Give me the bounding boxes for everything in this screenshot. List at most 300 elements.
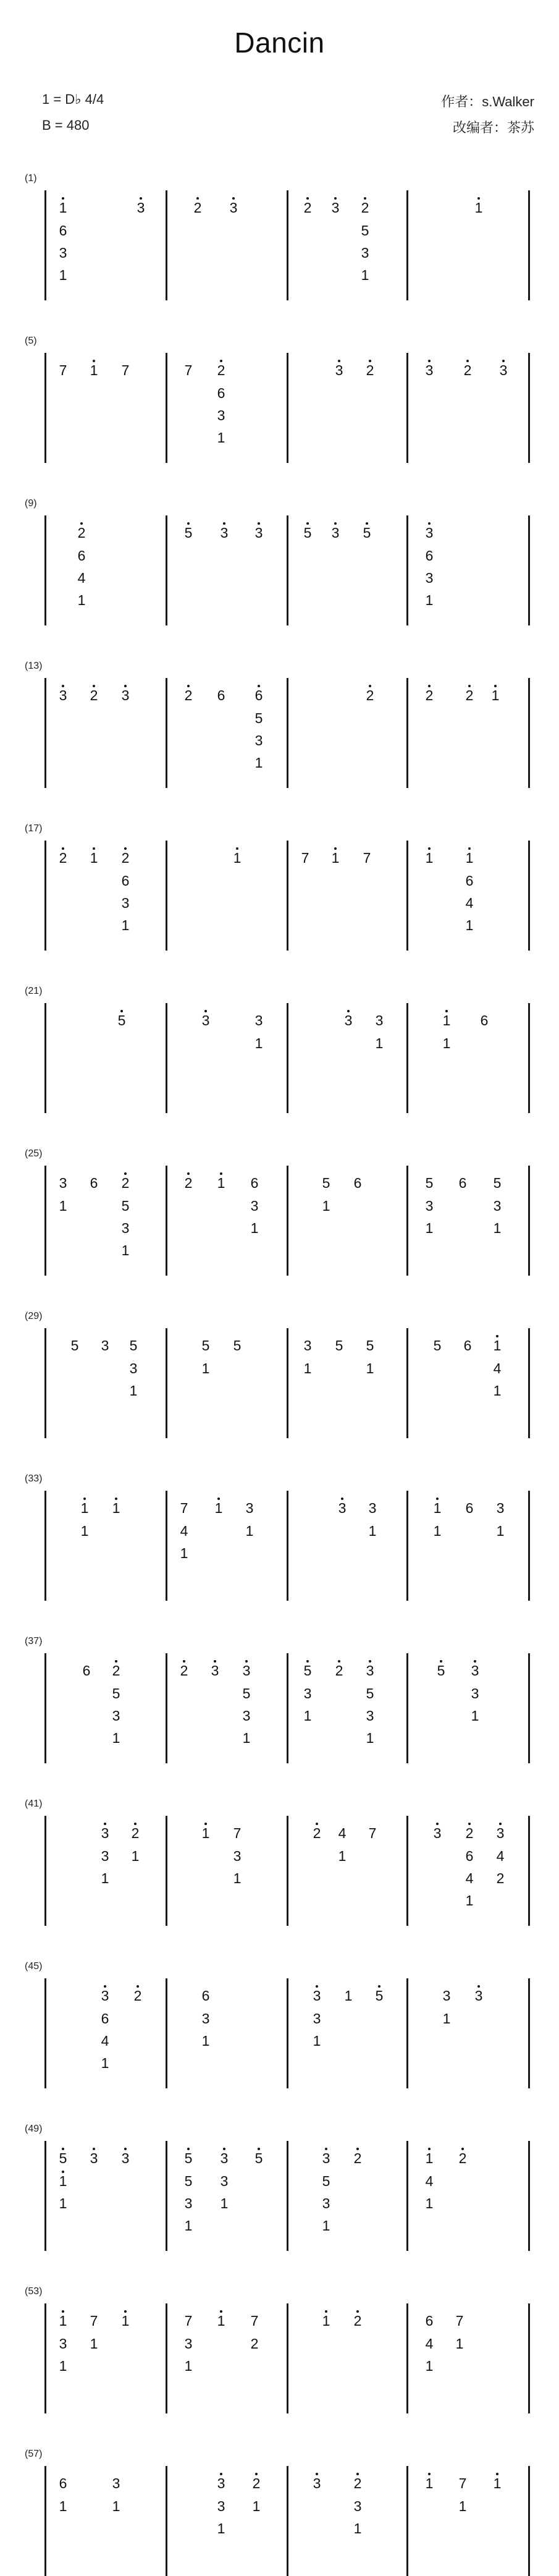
barline — [528, 190, 530, 300]
note: 1 — [493, 1220, 502, 1236]
barline — [44, 2466, 46, 2576]
barline — [528, 1003, 530, 1113]
barline — [44, 1328, 46, 1438]
note: 6 — [465, 1500, 474, 1516]
barline — [166, 1166, 167, 1276]
barline — [406, 515, 408, 625]
note: 1 — [85, 848, 103, 868]
note: 3 — [308, 2473, 326, 2493]
note: 7 — [59, 362, 67, 378]
note: 1 — [59, 2195, 67, 2211]
note: 3 — [317, 2148, 335, 2168]
note: 6 — [101, 2010, 109, 2027]
note: 1 — [197, 1823, 214, 1843]
note: 3 — [101, 1848, 109, 1864]
score-system — [0, 173, 559, 300]
note: 3 — [303, 1337, 312, 1354]
barline — [166, 1653, 167, 1763]
barline — [406, 1328, 408, 1438]
note: 2 — [180, 1173, 197, 1193]
barline — [166, 1003, 167, 1113]
note: 3 — [322, 2195, 330, 2211]
note: 1 — [131, 1848, 140, 1864]
note: 7 — [121, 362, 130, 378]
note: 6 — [217, 385, 225, 401]
barline — [528, 1166, 530, 1276]
barline — [528, 1491, 530, 1601]
barline — [44, 1653, 46, 1763]
note: 3 — [493, 1198, 502, 1214]
note: 1 — [112, 2498, 120, 2514]
barline — [287, 678, 288, 788]
barline — [44, 190, 46, 300]
note: 6 — [59, 2475, 67, 2491]
note: 3 — [238, 1661, 255, 1680]
note: 3 — [225, 198, 242, 218]
note: 3 — [308, 1986, 326, 2006]
score-system — [0, 1961, 559, 2088]
note: 5 — [366, 1685, 374, 1701]
barline — [406, 2466, 408, 2576]
note: 3 — [361, 1661, 379, 1680]
system-number: (1) — [25, 173, 37, 184]
note: 1 — [180, 1545, 188, 1561]
note: 7 — [368, 1825, 377, 1841]
note: 6 — [250, 1175, 259, 1191]
note: 2 — [361, 685, 379, 705]
note: 1 — [117, 2311, 134, 2331]
note: 1 — [101, 2055, 109, 2071]
note: 1 — [201, 2033, 210, 2049]
note: 3 — [85, 2148, 103, 2168]
barline — [528, 2466, 530, 2576]
note: 7 — [363, 850, 371, 866]
note: 2 — [496, 1870, 505, 1886]
note: 1 — [361, 267, 369, 283]
barline — [287, 2466, 288, 2576]
system-number: (25) — [25, 1148, 43, 1159]
barline — [166, 678, 167, 788]
note: 4 — [425, 2336, 434, 2352]
note: 5 — [371, 1986, 388, 2006]
system-number: (53) — [25, 2286, 43, 2297]
note: 1 — [425, 592, 434, 608]
note: 1 — [465, 1892, 474, 1909]
note: 7 — [184, 362, 193, 378]
barline — [406, 841, 408, 951]
note: 4 — [465, 895, 474, 911]
barline — [528, 515, 530, 625]
note: 1 — [493, 1383, 502, 1399]
note: 3 — [340, 1010, 357, 1030]
note: 4 — [77, 570, 86, 586]
note: 1 — [252, 2498, 261, 2514]
note: 2 — [117, 1173, 134, 1193]
barline — [406, 678, 408, 788]
barline — [166, 515, 167, 625]
score-system — [0, 498, 559, 625]
barline — [528, 1978, 530, 2088]
note: 5 — [242, 1685, 251, 1701]
note: 4 — [465, 1870, 474, 1886]
barline — [166, 1328, 167, 1438]
note: 1 — [254, 1035, 263, 1051]
note: 6 — [77, 548, 86, 564]
note: 3 — [112, 1708, 120, 1724]
note: 1 — [217, 2520, 225, 2536]
note: 1 — [59, 1198, 67, 1214]
barline — [406, 1978, 408, 2088]
tempo: B = 480 — [42, 117, 90, 133]
key-signature: 1 = D♭ 4/4 — [42, 91, 104, 107]
note: 5 — [493, 1175, 502, 1191]
note: 3 — [421, 360, 438, 380]
note: 1 — [317, 2311, 335, 2331]
barline — [287, 1653, 288, 1763]
note: 5 — [70, 1337, 79, 1354]
note: 3 — [250, 1198, 259, 1214]
note: 6 — [121, 873, 130, 889]
note: 1 — [470, 198, 487, 218]
note: 3 — [112, 2475, 120, 2491]
note: 5 — [180, 523, 197, 543]
note: 2 — [349, 2311, 366, 2331]
note: 3 — [220, 2173, 229, 2189]
note: 3 — [132, 198, 149, 218]
note: 2 — [461, 685, 478, 705]
barline — [44, 1491, 46, 1601]
note: 3 — [254, 732, 263, 748]
note: 3 — [334, 1498, 351, 1518]
barline — [528, 2141, 530, 2251]
note: 2 — [117, 848, 134, 868]
arranger: 改编者：茶苏 — [452, 120, 534, 135]
note: 7 — [90, 2313, 98, 2329]
note: 1 — [242, 1730, 251, 1746]
score-system — [0, 1473, 559, 1600]
barline — [406, 1166, 408, 1276]
system-number: (49) — [25, 2124, 43, 2134]
note: 1 — [121, 1242, 130, 1258]
note: 1 — [201, 1360, 210, 1376]
note: 1 — [212, 2311, 230, 2331]
barline — [287, 515, 288, 625]
author: 作者：s.Walker — [441, 94, 534, 109]
note: 3 — [492, 1823, 509, 1843]
score-system — [0, 986, 559, 1112]
note: 2 — [330, 1661, 348, 1680]
note: 3 — [254, 1012, 263, 1028]
note: 3 — [496, 1500, 505, 1516]
note: 3 — [442, 1988, 451, 2004]
system-number: (29) — [25, 1311, 43, 1321]
note: 2 — [421, 685, 438, 705]
system-number: (21) — [25, 986, 43, 996]
score-system — [0, 1311, 559, 1438]
score-system — [0, 661, 559, 787]
barline — [287, 1166, 288, 1276]
note: 5 — [433, 1337, 442, 1354]
barline — [287, 2141, 288, 2251]
note: 5 — [184, 2173, 193, 2189]
note: 2 — [73, 523, 90, 543]
note: 2 — [212, 360, 230, 380]
note: 1 — [107, 1498, 125, 1518]
note: 4 — [493, 1360, 502, 1376]
note: 6 — [353, 1175, 362, 1191]
system-number: (17) — [25, 823, 43, 834]
note: 1 — [438, 1010, 455, 1030]
barline — [406, 1491, 408, 1601]
note: 3 — [217, 407, 225, 423]
note: 2 — [248, 2473, 265, 2493]
barline — [287, 1003, 288, 1113]
barline — [166, 1816, 167, 1926]
barline — [287, 1816, 288, 1926]
note: 1 — [210, 1498, 227, 1518]
note: 7 — [184, 2313, 193, 2329]
note: 4 — [338, 1825, 347, 1841]
note: 6 — [463, 1337, 472, 1354]
note: 1 — [344, 1988, 353, 2004]
note: 2 — [127, 1823, 144, 1843]
barline — [166, 2141, 167, 2251]
barline — [166, 841, 167, 951]
note: 3 — [201, 2010, 210, 2027]
barline — [406, 2303, 408, 2413]
note: 1 — [442, 1035, 451, 1051]
note: 3 — [59, 1175, 67, 1191]
note: 5 — [432, 1661, 450, 1680]
note: 3 — [217, 2498, 225, 2514]
note: 3 — [375, 1012, 384, 1028]
note: 1 — [184, 2218, 193, 2234]
note: 2 — [461, 1823, 478, 1843]
note: 1 — [254, 755, 263, 771]
note: 5 — [366, 1337, 374, 1354]
note: 2 — [308, 1823, 326, 1843]
note: 2 — [250, 2336, 259, 2352]
barline — [287, 1328, 288, 1438]
note: 1 — [433, 1523, 442, 1539]
note: 5 — [121, 1198, 130, 1214]
note: 1 — [54, 198, 72, 218]
note: 7 — [233, 1825, 242, 1841]
note: 4 — [496, 1848, 505, 1864]
note: 5 — [180, 2148, 197, 2168]
note: 3 — [471, 1685, 479, 1701]
barline — [406, 353, 408, 463]
note: 1 — [455, 2336, 464, 2352]
note: 5 — [322, 1175, 330, 1191]
note: 2 — [356, 198, 374, 218]
note: 3 — [366, 1708, 374, 1724]
note: 3 — [495, 360, 512, 380]
note: 1 — [327, 848, 344, 868]
barline — [44, 515, 46, 625]
barline — [44, 1166, 46, 1276]
note: 3 — [197, 1010, 214, 1030]
barline — [406, 2141, 408, 2251]
note: 1 — [54, 2311, 72, 2331]
note: 3 — [101, 1337, 109, 1354]
note: 6 — [465, 1848, 474, 1864]
note: 1 — [54, 2171, 72, 2191]
barline — [528, 353, 530, 463]
note: 1 — [129, 1383, 138, 1399]
barline — [406, 1003, 408, 1113]
score-title: Dancin — [234, 27, 325, 59]
score-system — [0, 1636, 559, 1763]
note: 3 — [313, 2010, 321, 2027]
note: 3 — [250, 523, 267, 543]
note: 2 — [299, 198, 316, 218]
note: 1 — [313, 2033, 321, 2049]
note: 1 — [76, 1498, 93, 1518]
note: 3 — [361, 245, 369, 261]
note: 1 — [217, 430, 225, 446]
barline — [166, 2466, 167, 2576]
note: 3 — [117, 685, 134, 705]
note: 5 — [299, 523, 316, 543]
note: 1 — [303, 1708, 312, 1724]
note: 1 — [101, 1870, 109, 1886]
note: 3 — [212, 2473, 230, 2493]
note: 5 — [425, 1175, 434, 1191]
note: 1 — [421, 2148, 438, 2168]
note: 1 — [489, 1336, 506, 1355]
note: 5 — [250, 2148, 267, 2168]
barline — [287, 353, 288, 463]
note: 1 — [496, 1523, 505, 1539]
note: 2 — [107, 1661, 125, 1680]
note: 3 — [184, 2336, 193, 2352]
barline — [44, 2141, 46, 2251]
note: 4 — [425, 2173, 434, 2189]
note: 3 — [470, 1986, 487, 2006]
note: 1 — [425, 1220, 434, 1236]
note: 6 — [458, 1175, 467, 1191]
note: 1 — [112, 1730, 120, 1746]
note: 3 — [206, 1661, 224, 1680]
note: 1 — [77, 592, 86, 608]
note: 7 — [458, 2475, 467, 2491]
note: 1 — [353, 2520, 362, 2536]
barline — [528, 678, 530, 788]
note: 1 — [85, 360, 103, 380]
note: 2 — [459, 360, 476, 380]
barline — [406, 1816, 408, 1926]
note: 2 — [54, 848, 72, 868]
system-number: (45) — [25, 1961, 43, 1972]
note: 3 — [121, 1220, 130, 1236]
score-system — [0, 2449, 559, 2575]
note: 1 — [90, 2336, 98, 2352]
note: 1 — [303, 1360, 312, 1376]
note: 6 — [217, 687, 225, 703]
note: 1 — [233, 1870, 242, 1886]
note: 1 — [425, 2358, 434, 2374]
barline — [44, 1978, 46, 2088]
note: 1 — [458, 2498, 467, 2514]
note: 3 — [54, 685, 72, 705]
barline — [528, 1653, 530, 1763]
note: 6 — [465, 873, 474, 889]
note: 3 — [129, 1360, 138, 1376]
barline — [166, 2303, 167, 2413]
note: 1 — [421, 848, 438, 868]
note: 1 — [121, 917, 130, 933]
note: 1 — [229, 848, 246, 868]
note: 3 — [327, 198, 344, 218]
note: 2 — [361, 360, 379, 380]
note: 7 — [250, 2313, 259, 2329]
barline — [166, 353, 167, 463]
note: 1 — [322, 2218, 330, 2234]
note: 1 — [59, 2498, 67, 2514]
note: 1 — [429, 1498, 446, 1518]
note: 6 — [480, 1012, 489, 1028]
note: 3 — [429, 1823, 446, 1843]
note: 1 — [245, 1523, 254, 1539]
note: 1 — [322, 1198, 330, 1214]
note: 6 — [82, 1663, 91, 1679]
note: 3 — [121, 895, 130, 911]
note: 5 — [322, 2173, 330, 2189]
note: 5 — [254, 710, 263, 726]
barline — [44, 1003, 46, 1113]
system-number: (13) — [25, 661, 43, 671]
barline — [287, 2303, 288, 2413]
note: 7 — [455, 2313, 464, 2329]
system-number: (57) — [25, 2449, 43, 2459]
note: 2 — [85, 685, 103, 705]
note: 1 — [59, 267, 67, 283]
note: 1 — [461, 848, 478, 868]
note: 3 — [368, 1500, 377, 1516]
note: 6 — [59, 222, 67, 239]
barline — [287, 1978, 288, 2088]
note: 1 — [220, 2195, 229, 2211]
note: 1 — [80, 1523, 89, 1539]
barline — [287, 190, 288, 300]
note: 2 — [189, 198, 206, 218]
note: 1 — [421, 2473, 438, 2493]
note: 1 — [366, 1730, 374, 1746]
note: 5 — [129, 1337, 138, 1354]
barline — [528, 841, 530, 951]
note: 5 — [335, 1337, 343, 1354]
note: 3 — [303, 1685, 312, 1701]
note: 5 — [358, 523, 376, 543]
barline — [166, 1491, 167, 1601]
note: 1 — [59, 2358, 67, 2374]
note: 7 — [180, 1500, 188, 1516]
note: 3 — [184, 2195, 193, 2211]
barline — [287, 1491, 288, 1601]
system-number: (9) — [25, 498, 37, 509]
system-number: (33) — [25, 1473, 43, 1484]
barline — [528, 1816, 530, 1926]
barline — [166, 1978, 167, 2088]
note: 2 — [129, 1986, 146, 2006]
score-system — [0, 2124, 559, 2250]
barline — [528, 1328, 530, 1438]
note: 6 — [425, 548, 434, 564]
note: 4 — [101, 2033, 109, 2049]
note: 3 — [96, 1986, 114, 2006]
note: 7 — [301, 850, 309, 866]
